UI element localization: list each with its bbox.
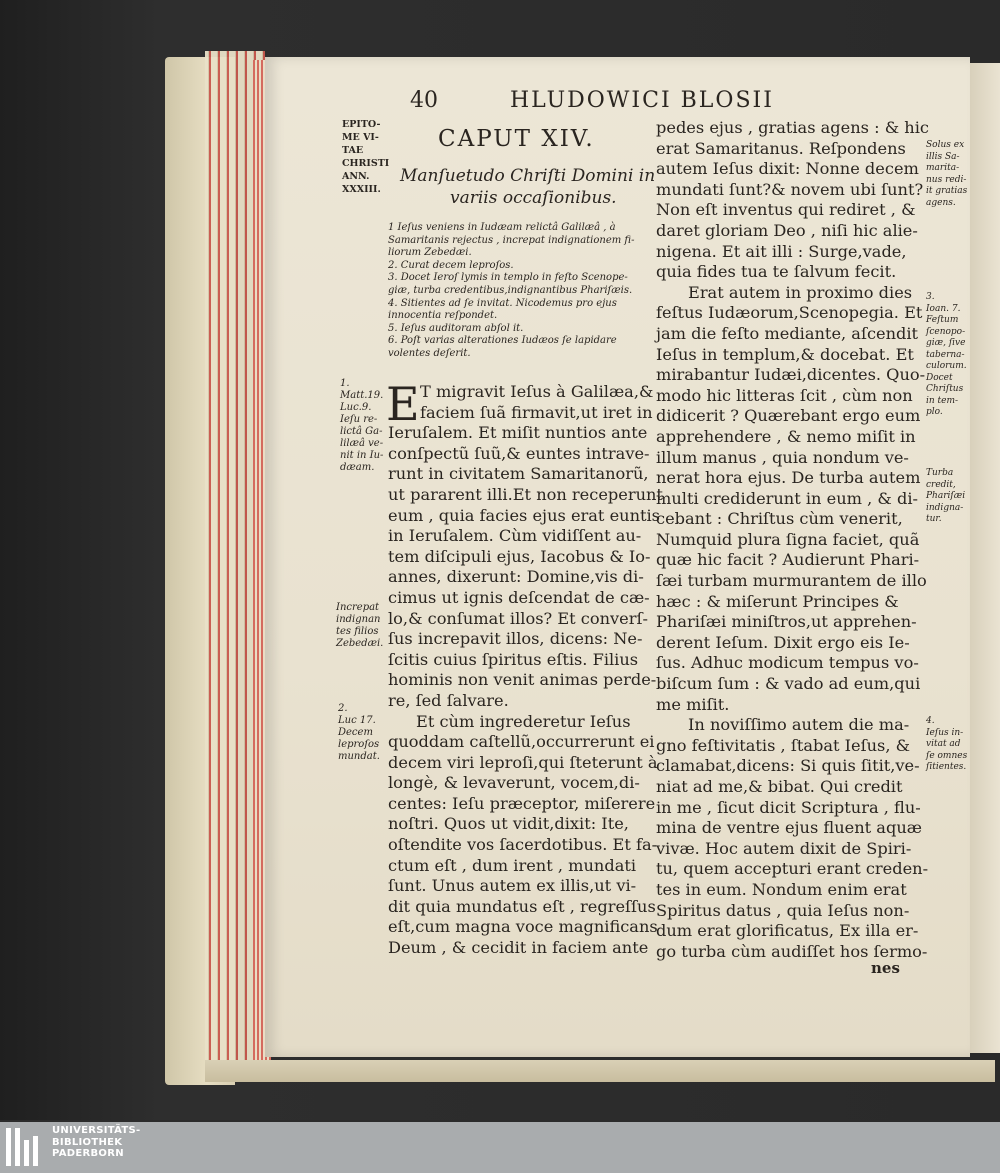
- text-line: decem viri leproſi,qui ſteterunt à: [388, 752, 658, 772]
- margin-line: lictâ Ga-: [340, 426, 383, 437]
- text-line: tes in eum. Nondum enim erat: [656, 879, 907, 899]
- text-line: Non eſt inventus qui rediret , &: [656, 200, 916, 220]
- margin-line: TAE: [342, 145, 364, 156]
- chapter-subtitle: [400, 165, 655, 209]
- text-line: hæc : & miſerunt Principes &: [656, 591, 899, 611]
- summary-line: liorum Zebedæi.: [388, 247, 472, 259]
- text-line: Ieruſalem. Et miſit nuntios ante: [388, 423, 648, 443]
- text-line: go turba cùm audiſſet hos ſermo-: [656, 941, 928, 961]
- text-line: noſtri. Quos ut vidit,dixit: Ite,: [388, 814, 629, 834]
- margin-line: Feſtum: [926, 315, 959, 325]
- margin-line: Ieſu re-: [340, 414, 378, 425]
- text-line: biſcum ſum : & vado ad eum,qui: [656, 674, 921, 694]
- margin-line: ME VI-: [342, 132, 379, 143]
- library-name: [52, 1125, 141, 1160]
- margin-line: dæam.: [340, 462, 375, 473]
- margin-line: indigna-: [926, 502, 964, 513]
- library-line: UNIVERSITÄTS-: [52, 1125, 141, 1136]
- facing-page-edge: [970, 63, 1000, 1053]
- margin-line: Ieſus in-: [926, 727, 964, 738]
- summary-line: giæ, turba credentibus,indignantibus Phariſæis.: [388, 284, 633, 296]
- text-line: pedes ejus , gratias agens : & hic: [656, 118, 929, 137]
- text-line: in Ieruſalem. Cùm vidiſſent au-: [388, 526, 642, 546]
- text-line: annes, dixerunt: Domine,vis di-: [388, 567, 644, 587]
- margin-line: ANN.: [342, 171, 370, 182]
- summary-line: 3. Docet Ieroſ lymis in templo in feſto Scenope-: [388, 272, 628, 284]
- text-line: nigena. Et ait illi : Surge,vade,: [656, 241, 907, 261]
- margin-line: in tem-: [926, 395, 959, 406]
- margin-line: Decem: [338, 727, 373, 738]
- text-line: apprehendere , & nemo miſit in: [656, 426, 916, 446]
- margin-line: indignan: [336, 614, 381, 625]
- margin-line: illis Sa-: [926, 151, 960, 162]
- text-line: nerat hora ejus. De turba autem: [656, 468, 921, 488]
- left-text-column: [386, 377, 663, 959]
- margin-line: agens.: [926, 197, 956, 208]
- subtitle-line: Manſuetudo Chriſti Domini in: [400, 166, 656, 186]
- margin-line: Matt.19.: [340, 390, 384, 401]
- margin-line: tur.: [926, 514, 942, 524]
- margin-line: vitat ad: [926, 739, 961, 749]
- text-line: ſæi turbam murmurantem de illo: [656, 571, 927, 591]
- margin-line: CHRISTI: [342, 158, 390, 169]
- text-line: vivæ. Hoc autem dixit de Spiri-: [656, 838, 912, 858]
- text-line: niat ad me,& bibat. Qui credit: [656, 777, 903, 796]
- text-line: ſus. Adhuc modicum tempus vo-: [656, 653, 919, 673]
- margin-line: credit,: [926, 479, 956, 490]
- library-line: BIBLIOTHEK: [52, 1136, 123, 1148]
- text-line: gno feſtivitatis , ſtabat Ieſus, &: [656, 735, 911, 755]
- text-line: eum , quia facies ejus erat euntis: [388, 505, 660, 525]
- text-line: Spiritus datus , quia Ieſus non-: [656, 900, 910, 920]
- library-logo-icon: [6, 1128, 46, 1166]
- book-bottom-edge: [205, 1060, 995, 1082]
- margin-line: mundat.: [338, 751, 380, 762]
- summary-line: 2. Curat decem leproſos.: [388, 259, 514, 271]
- margin-line: 3.: [926, 292, 935, 302]
- margin-line: Turba: [926, 468, 954, 478]
- text-line: Ieſus in templum,& docebat. Et: [656, 344, 914, 364]
- margin-line: Zebedæi.: [336, 638, 384, 649]
- margin-line: Solus ex: [926, 140, 965, 150]
- text-line: mundati ſunt?& novem ubi ſunt?: [656, 179, 924, 199]
- library-line: PADERBORN: [52, 1148, 124, 1159]
- text-line: ſcitis cuius ſpiritus eſtis. Filius: [388, 649, 639, 669]
- margin-line: culorum.: [926, 361, 967, 371]
- summary-line: innocentia reſpondet.: [388, 310, 498, 322]
- margin-line: Luc.9.: [340, 402, 372, 413]
- page-number: 40: [410, 88, 438, 113]
- text-line: Numquid plura ſigna faciet, quã: [656, 529, 920, 549]
- summary-line: volentes deſerit.: [388, 347, 471, 359]
- text-line: re, ſed ſalvare.: [388, 690, 509, 710]
- text-line: ſunt. Unus autem ex illis,ut vi-: [388, 876, 637, 896]
- text-line: cimus ut ignis deſcendat de cæ-: [388, 587, 650, 607]
- margin-line: EPITO-: [342, 119, 381, 130]
- text-line: ſus increpavit illos, dicens: Ne-: [388, 629, 643, 649]
- text-line: in me , ſicut dicit Scriptura , flu-: [656, 797, 921, 817]
- margin-line: Chriſtus: [926, 384, 964, 394]
- margin-note-solus: [926, 140, 967, 209]
- margin-line: 1.: [340, 378, 350, 389]
- right-text-column: [656, 118, 929, 962]
- text-line: mina de ventre ejus fluent aquæ: [656, 818, 922, 838]
- text-line: oſtendite vos ſacerdotibus. Et fa-: [388, 835, 658, 855]
- text-line: centes: Ieſu præceptor, miſerere: [388, 793, 656, 813]
- summary-line: 5. Ieſus auditoram abſol it.: [388, 322, 524, 334]
- text-line: quoddam caſtellũ,occurrerunt ei: [388, 732, 655, 752]
- text-line: modo hic litteras ſcit , cùm non: [656, 385, 913, 405]
- margin-line: giæ, ſive: [926, 338, 966, 348]
- margin-line: Ioan. 7.: [926, 303, 961, 314]
- margin-note-3: [926, 292, 967, 419]
- margin-line: tes filios: [336, 626, 379, 637]
- text-line: jam die feſto mediante, aſcendit: [656, 323, 919, 343]
- text-line: dum erat glorificatus, Ex illa er-: [656, 921, 919, 941]
- text-line: erat Samaritanus. Reſpondens: [656, 138, 906, 158]
- text-line: longè, & levaverunt, vocem,di-: [388, 773, 640, 793]
- margin-line: plo.: [926, 407, 943, 417]
- summary-line: 1 Ieſus veniens in Iudæam relictâ Galilæâ , à: [388, 222, 616, 233]
- text-line: lo,& conſumat illos? Et converſ-: [388, 608, 648, 628]
- text-line: illum manus , quia nondum ve-: [656, 447, 909, 467]
- text-line: quæ hic facit ? Audierunt Phari-: [656, 550, 920, 570]
- text-line: tem diſcipuli ejus, Iacobus & Io-: [388, 546, 651, 566]
- text-line: quia fides tua te ſalvum fecit.: [656, 262, 897, 282]
- margin-line: ſcenopo-: [926, 326, 966, 337]
- text-line: runt in civitatem Samaritanorũ,: [388, 464, 649, 484]
- drop-cap: E: [386, 377, 420, 431]
- text-line: cebant : Chriſtus cùm venerit,: [656, 509, 903, 529]
- margin-note-2: [338, 703, 380, 763]
- margin-line: Luc 17.: [338, 715, 376, 726]
- text-line: Deum , & cecidit in faciem ante: [388, 938, 649, 958]
- margin-note-1: [340, 378, 383, 474]
- text-line: derent Ieſum. Dixit ergo eis Ie-: [656, 632, 910, 652]
- margin-line: it gratias: [926, 186, 968, 196]
- running-title: HLUDOWICI BLOSII: [510, 88, 774, 113]
- text-line: Erat autem in proximo dies: [688, 282, 913, 302]
- margin-note-turba: [926, 468, 965, 526]
- text-line: daret gloriam Deo , niſi hic alie-: [656, 220, 918, 240]
- chapter-heading: CAPUT XIV.: [438, 126, 595, 152]
- text-line: ut pararent illi.Et non receperunt: [388, 484, 663, 504]
- margin-line: 2.: [338, 703, 348, 714]
- margin-note-increpat: [336, 602, 383, 650]
- text-line: ctum eſt , dum irent , mundati: [388, 855, 637, 875]
- margin-line: XXXIII.: [342, 184, 381, 195]
- text-line: tu, quem accepturi erant creden-: [656, 859, 929, 879]
- text-line: me miſit.: [656, 694, 730, 714]
- text-line: conſpectũ ſuũ,& euntes intrave-: [388, 443, 650, 463]
- subtitle-line: variis occaſionibus.: [450, 188, 617, 208]
- text-line: didicerit ? Quærebant ergo eum: [656, 406, 921, 426]
- text-line: T migravit Ieſus à Galilæa,&: [420, 382, 654, 401]
- margin-line: taberna-: [926, 349, 965, 360]
- margin-line: marita-: [926, 163, 960, 173]
- text-line: clamabat,dicens: Si quis ſitit,ve-: [656, 756, 920, 776]
- text-line: In noviſſimo autem die ma-: [688, 715, 910, 735]
- margin-line: ſe omnes: [926, 750, 968, 761]
- text-line: mirabantur Iudæi,dicentes. Quo-: [656, 365, 926, 385]
- text-line: feſtus Iudæorum,Scenopegia. Et: [656, 303, 923, 323]
- text-line: hominis non venit animas perde-: [388, 670, 657, 690]
- text-line: autem Ieſus dixit: Nonne decem: [656, 159, 919, 179]
- text-line: Et cùm ingrederetur Ieſus: [416, 711, 631, 731]
- text-line: multi crediderunt in eum , & di-: [656, 488, 918, 508]
- library-footer: [0, 1122, 1000, 1173]
- margin-line: Docet: [926, 372, 953, 383]
- chapter-summary: [388, 222, 634, 361]
- margin-epitome: [342, 118, 389, 196]
- text-line: Phariſæi miniſtros,ut apprehen-: [656, 612, 917, 632]
- margin-line: nus redi-: [926, 174, 967, 185]
- margin-line: nit in Iu-: [340, 450, 384, 461]
- summary-line: 6. Poſt varias alterationes Iudæos ſe lapidare: [388, 335, 617, 347]
- margin-line: 4.: [926, 716, 935, 726]
- margin-line: Phariſæi: [926, 491, 966, 501]
- text-line: dit quia mundatus eſt , regreſſus: [388, 896, 656, 916]
- summary-line: Samaritanis rejectus , increpat indignationem fi-: [388, 234, 635, 246]
- margin-line: Increpat: [336, 602, 380, 613]
- text-line: eſt,cum magna voce magnificans: [388, 917, 658, 937]
- catchword: nes: [871, 959, 900, 977]
- summary-line: 4. Sitientes ad ſe invitat. Nicodemus pro ejus: [388, 297, 617, 309]
- margin-line: leproſos: [338, 739, 380, 750]
- margin-line: ſitientes.: [926, 762, 967, 772]
- text-line: faciem ſuã firmavit,ut iret in: [420, 402, 653, 422]
- margin-note-4: [926, 716, 967, 774]
- margin-line: lilæâ ve-: [340, 438, 384, 449]
